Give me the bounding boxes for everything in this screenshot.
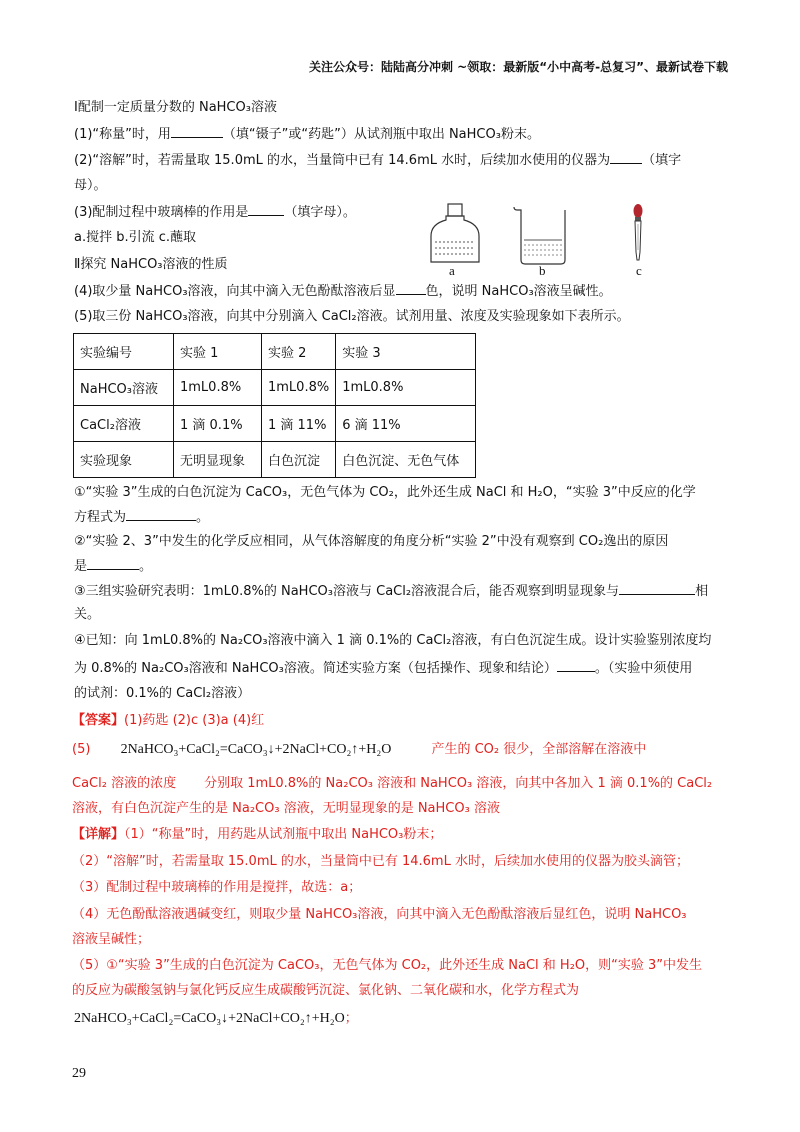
- table-row: [74, 334, 476, 370]
- table-cell: 实验编号: [74, 334, 174, 370]
- question-2: (2)“溶解”时，若需量取 15.0mL 的水，当量筒中已有 14.6mL 水时，后续加水使用的仪器为 （填字: [74, 153, 682, 168]
- sub-question-2-cont: 是 。: [74, 559, 153, 574]
- table-row: [74, 406, 476, 442]
- table-cell: 实验现象: [74, 442, 174, 478]
- table-cell: 6 滴 11%: [336, 406, 476, 442]
- sub-question-4-cont: 为 0.8%的 Na₂CO₃溶液和 NaHCO₃溶液。简述实验方案（包括操作、现象和结论） 。（实验中须使用: [74, 661, 693, 676]
- answer-blank[interactable]: [87, 557, 139, 570]
- experiment-table: [73, 333, 476, 478]
- question-3: (3)配制过程中玻璃棒的作用是 （填字母）。: [74, 205, 356, 220]
- sub-question-4-cont2: 的试剂：0.1%的 CaCl₂溶液）: [74, 686, 251, 701]
- detail-line-6: （5）①“实验 3”生成的白色沉淀为 CaCO₃，无色气体为 CO₂，此外还生成 NaCl 和 H₂O，则“实验 3”中发生: [72, 958, 703, 973]
- answer-line-2: (5) 2NaHCO₃+CaCl₂=CaCO₃↓+2NaCl+CO₂↑+H₂O 产生的 CO₂ 很少，全部溶解在溶液中: [72, 742, 647, 757]
- answer-line-1: 【答案】(1)药匙 (2)c (3)a (4)红: [72, 713, 265, 728]
- answer-blank[interactable]: [171, 125, 223, 138]
- table-cell: 无明显现象: [174, 442, 262, 478]
- detail-line-7: 的反应为碳酸氢钠与氯化钙反应生成碳酸钙沉淀、氯化钠、二氧化碳和水，化学方程式为: [72, 983, 580, 998]
- sub-question-2: ②“实验 2、3”中发生的化学反应相同，从气体溶解度的角度分析“实验 2”中没有观察到 CO₂逸出的原因: [74, 534, 669, 549]
- table-cell: CaCl₂溶液: [74, 406, 174, 442]
- table-cell: 实验 1: [174, 334, 262, 370]
- page-header: 关注公众号：陆陆高分冲刺 ~领取：最新版“小中高考-总复习”、最新试卷下载: [309, 60, 728, 74]
- chemical-equation: 2NaHCO₃+CaCl₂=CaCO₃↓+2NaCl+CO₂↑+H₂O: [120, 742, 392, 757]
- sub-question-4: ④已知：向 1mL0.8%的 Na₂CO₃溶液中滴入 1 滴 0.1%的 CaCl₂溶液，有白色沉淀生成。设计实验鉴别浓度均: [74, 633, 712, 648]
- answer-line-4: 溶液，有白色沉淀产生的是 Na₂CO₃ 溶液，无明显现象的是 NaHCO₃ 溶液: [72, 801, 500, 816]
- chemical-equation: 2NaHCO₃+CaCl₂=CaCO₃↓+2NaCl+CO₂↑+H₂O: [74, 1011, 345, 1026]
- table-cell: 1 滴 0.1%: [174, 406, 262, 442]
- table-row: [74, 370, 476, 406]
- question-2-cont: 母）。: [74, 178, 107, 193]
- sub-question-1: ①“实验 3”生成的白色沉淀为 CaCO₃，无色气体为 CO₂，此外还生成 NaCl 和 H₂O，“实验 3”中反应的化学: [74, 485, 696, 500]
- answer-blank[interactable]: [619, 582, 695, 595]
- detail-label: 【详解】: [72, 827, 125, 842]
- table-cell: 1mL0.8%: [174, 370, 262, 406]
- table-cell: 1mL0.8%: [262, 370, 336, 406]
- answer-blank[interactable]: [396, 282, 426, 295]
- table-cell: 1 滴 11%: [262, 406, 336, 442]
- table-cell: NaHCO₃溶液: [74, 370, 174, 406]
- reagent-bottle: [431, 204, 479, 262]
- figure-label-c: c: [636, 263, 642, 278]
- answer-blank[interactable]: [248, 203, 284, 216]
- figure-label-b: b: [539, 263, 546, 278]
- detail-equation-line: 2NaHCO₃+CaCl₂=CaCO₃↓+2NaCl+CO₂↑+H₂O；: [74, 1011, 358, 1026]
- sub-question-3-cont: 关。: [74, 607, 101, 622]
- table-cell: 实验 3: [336, 334, 476, 370]
- answer-blank[interactable]: [610, 151, 642, 164]
- table-row: [74, 442, 476, 478]
- figure-label-a: a: [449, 263, 455, 278]
- beaker: [514, 207, 565, 264]
- answer-blank[interactable]: [126, 508, 196, 521]
- detail-line-1: 【详解】（1）“称量”时，用药匙从试剂瓶中取出 NaHCO₃粉末；: [72, 827, 443, 842]
- question-1: (1)“称量”时，用 （填“镊子”或“药匙”）从试剂瓶中取出 NaHCO₃粉末。: [74, 127, 540, 142]
- sub-question-1-cont: 方程式为 。: [74, 510, 210, 525]
- section1-title: Ⅰ配制一定质量分数的 NaHCO₃溶液: [74, 100, 277, 115]
- question-3-options: a.搅拌 b.引流 c.蘸取: [74, 230, 197, 245]
- answer-label: 【答案】: [72, 713, 125, 728]
- answer-blank[interactable]: [557, 659, 595, 672]
- table-cell: 白色沉淀: [262, 442, 336, 478]
- section2-title: Ⅱ探究 NaHCO₃溶液的性质: [74, 257, 228, 272]
- question-5: (5)取三份 NaHCO₃溶液，向其中分别滴入 CaCl₂溶液。试剂用量、浓度及实验现象如下表所示。: [74, 309, 630, 324]
- sub-question-3: ③三组实验研究表明：1mL0.8%的 NaHCO₃溶液与 CaCl₂溶液混合后，能否观察到明显现象与 相: [74, 584, 709, 599]
- page-number: 29: [72, 1066, 86, 1081]
- table-cell: 实验 2: [262, 334, 336, 370]
- question-4: (4)取少量 NaHCO₃溶液，向其中滴入无色酚酞溶液后显 色，说明 NaHCO₃溶液呈碱性。: [74, 284, 612, 299]
- table-cell: 1mL0.8%: [336, 370, 476, 406]
- detail-line-4: （4）无色酚酞溶液遇碱变红，则取少量 NaHCO₃溶液，向其中滴入无色酚酞溶液后显红色，说明 NaHCO₃: [72, 907, 687, 922]
- detail-line-3: （3）配制过程中玻璃棒的作用是搅拌，故选：a；: [72, 880, 362, 895]
- dropper: [634, 204, 643, 260]
- detail-line-5: 溶液呈碱性；: [72, 932, 151, 947]
- table-cell: 白色沉淀、无色气体: [336, 442, 476, 478]
- answer-line-3: CaCl₂ 溶液的浓度 分别取 1mL0.8%的 Na₂CO₃ 溶液和 NaHCO₃ 溶液，向其中各加入 1 滴 0.1%的 CaCl₂: [72, 776, 713, 791]
- detail-line-2: （2）“溶解”时，若需量取 15.0mL 的水，当量筒中已有 14.6mL 水时，后续加水使用的仪器为胶头滴管；: [72, 854, 689, 869]
